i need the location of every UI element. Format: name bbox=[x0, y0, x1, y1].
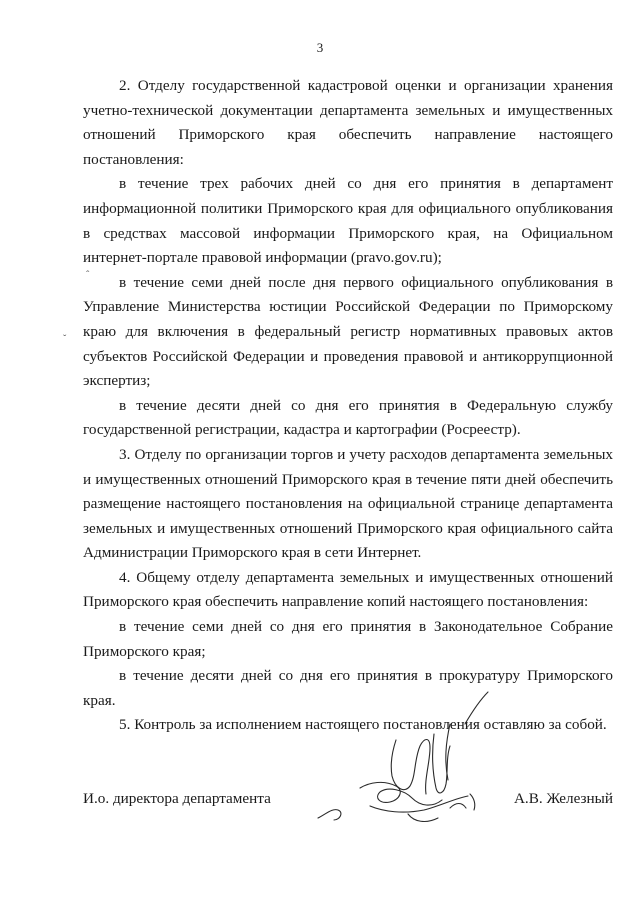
paragraph-rosreestr: в течение десяти дней со дня его принятия в Федеральную службу государственной регистрации, кадастра и картографии (Росреестр). bbox=[83, 396, 613, 439]
paragraph-legislative-assembly: в течение семи дней со дня его принятия в Законодательное Собрание Приморского края; bbox=[83, 618, 613, 660]
paragraph-ministry-justice: в течение семи дней после дня первого официального опубликования в Управление Министерства юстиции Российской Федерации по Приморскому краю для включения в федеральный регистр нормативных правовых актов субъектов Российской Федерации и проведения правовой и антикоррупционной экспертиз; bbox=[83, 273, 613, 390]
paragraph-publication-media: в течение трех рабочих дней со дня его принятия в департамент информационной политики Приморского края для официального опубликования в средствах массовой информации Приморского края, на Официальном интернет-портале правовой информации (pravo.gov.ru); bbox=[83, 175, 613, 267]
paragraph-item-3: 3. Отделу по организации торгов и учету расходов департамента земельных и имущественных отношений Приморского края в течение пяти дней обеспечить размещение настоящего постановления на официальной странице департамента земельных и имущественных отношений Приморского края официального сайта Администрации Приморского края в сети Интернет. bbox=[83, 445, 613, 562]
signer-position: И.о. директора департамента bbox=[83, 790, 271, 807]
paragraph-item-4: 4. Общему отделу департамента земельных и имущественных отношений Приморского края обеспечить направление копий настоящего постановления: bbox=[83, 568, 613, 611]
paragraph-prosecutor: в течение десяти дней со дня его принятия в прокуратуру Приморского края. bbox=[83, 667, 613, 709]
paragraph-item-5: 5. Контроль за исполнением настоящего постановления оставляю за собой. bbox=[119, 716, 607, 734]
page-number: 3 bbox=[316, 40, 324, 55]
signer-name: А.В. Железный bbox=[513, 790, 613, 807]
scan-speck: ˆ bbox=[86, 270, 90, 281]
paragraph-item-2: 2. Отделу государственной кадастровой оценки и организации хранения учетно-технической документации департамента земельных и имущественных отношений Приморского края обеспечить направление настоящего постановления: bbox=[83, 77, 613, 168]
handwritten-signature bbox=[300, 690, 500, 830]
document-body bbox=[83, 74, 613, 738]
scan-speck: ˇ bbox=[63, 334, 67, 345]
